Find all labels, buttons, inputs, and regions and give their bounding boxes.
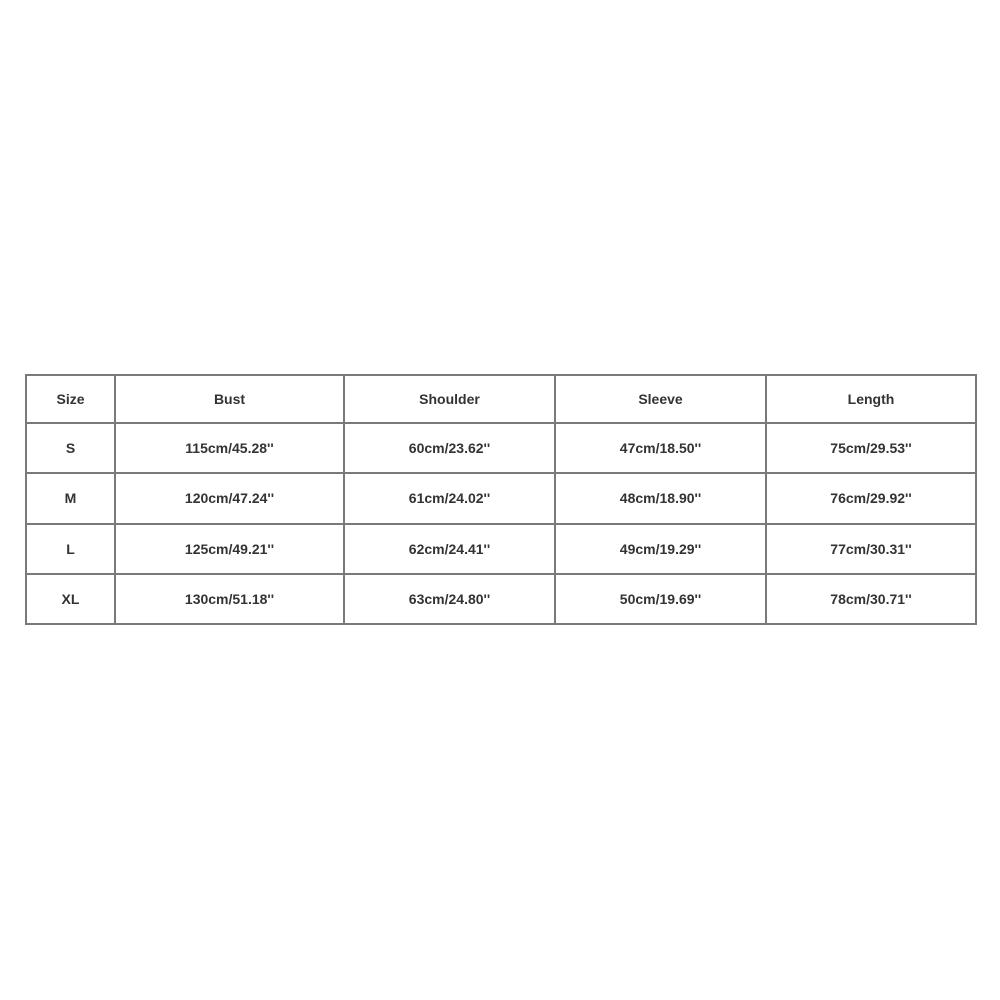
cell-sleeve: 50cm/19.69'': [555, 574, 766, 624]
cell-size: L: [26, 524, 115, 574]
cell-shoulder: 60cm/23.62'': [344, 423, 555, 473]
header-size: Size: [26, 375, 115, 423]
size-chart-table: [25, 374, 977, 625]
cell-size: XL: [26, 574, 115, 624]
cell-sleeve: 48cm/18.90'': [555, 473, 766, 523]
cell-bust: 115cm/45.28'': [115, 423, 344, 473]
cell-size: M: [26, 473, 115, 523]
header-sleeve: Sleeve: [555, 375, 766, 423]
header-bust: Bust: [115, 375, 344, 423]
cell-sleeve: 49cm/19.29'': [555, 524, 766, 574]
cell-bust: 125cm/49.21'': [115, 524, 344, 574]
cell-sleeve: 47cm/18.50'': [555, 423, 766, 473]
table-header-row: [26, 375, 976, 423]
table-row: [26, 574, 976, 624]
cell-shoulder: 62cm/24.41'': [344, 524, 555, 574]
cell-shoulder: 63cm/24.80'': [344, 574, 555, 624]
cell-bust: 130cm/51.18'': [115, 574, 344, 624]
cell-length: 76cm/29.92'': [766, 473, 976, 523]
header-shoulder: Shoulder: [344, 375, 555, 423]
cell-length: 75cm/29.53'': [766, 423, 976, 473]
cell-bust: 120cm/47.24'': [115, 473, 344, 523]
cell-shoulder: 61cm/24.02'': [344, 473, 555, 523]
table-row: [26, 473, 976, 523]
header-length: Length: [766, 375, 976, 423]
cell-length: 77cm/30.31'': [766, 524, 976, 574]
table-row: [26, 423, 976, 473]
cell-length: 78cm/30.71'': [766, 574, 976, 624]
table-row: [26, 524, 976, 574]
cell-size: S: [26, 423, 115, 473]
